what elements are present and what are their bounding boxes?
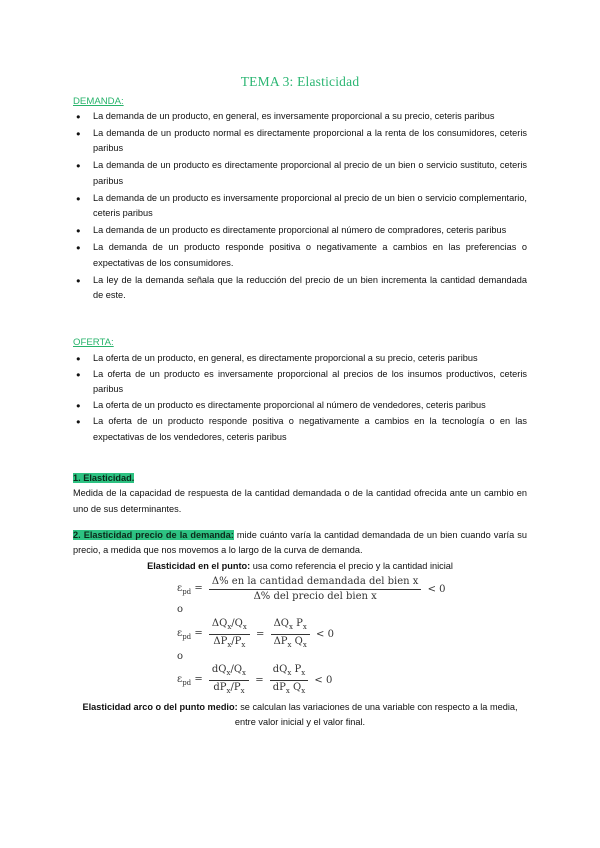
- section-2: [73, 528, 527, 559]
- punto-label: Elasticidad en el punto:: [147, 561, 251, 571]
- section-1-heading: 1. Elasticidad.: [73, 473, 135, 483]
- formula-1-denominator: Δ% del precio del bien x: [253, 591, 377, 602]
- formula-2: $\varepsilon_{pd}$ = $\frac{\Delta Q_x/Q_x}{\Delta P_x/P_x}$ = $\frac{\Delta Q_x P_x}{\Delta P_x Q_x}$ < 0: [177, 618, 334, 649]
- arco-text: se calculan las variaciones de una variable con respecto a la media, entre valor inicial y el valor final.: [234, 702, 518, 728]
- list-item: ● La oferta de un producto, en general, es directamente proporcional a su precio, ceteris paribus: [73, 351, 527, 366]
- page-title: TEMA 3: Elasticidad: [240, 74, 360, 89]
- formula-1: $\varepsilon_{pd}$ = $\frac{\text{Δ\% en la cantidad demandada del bien x}}{\text{Δ\% del precio del bien x}}$ < 0: [177, 576, 446, 602]
- oferta-label: OFERTA:: [73, 337, 114, 348]
- punto-line: [0, 561, 600, 571]
- arco-paragraph: [73, 700, 527, 731]
- demanda-list: [73, 109, 527, 305]
- section-2-text: mide cuánto varía la cantidad demandada de un bien cuando varía su precio, a medida que nos movemos a lo largo de la curva de demanda.: [73, 530, 527, 556]
- or-text: o: [177, 651, 184, 662]
- list-item: ● La oferta de un producto es inversamente proporcional al precios de los insumos productivos, ceteris paribus: [73, 367, 527, 398]
- section-1: [73, 471, 527, 517]
- oferta-list: [73, 351, 527, 446]
- list-item: ● La demanda de un producto es inversamente proporcional al precio de un bien o servicio complementario, ceteris paribus: [73, 191, 527, 222]
- list-item: ● La demanda de un producto, en general, es inversamente proporcional a su precio, ceteris paribus: [73, 109, 527, 124]
- list-item: ● La oferta de un producto es directamente proporcional al número de vendedores, ceteris paribus: [73, 398, 527, 413]
- list-item: ● La demanda de un producto normal es directamente proporcional a la renta de los consumidores, ceteris paribus: [73, 126, 527, 157]
- list-item: ● La ley de la demanda señala que la reducción del precio de un bien incrementa la cantidad demandada de este.: [73, 273, 527, 304]
- demanda-label: DEMANDA:: [73, 96, 124, 107]
- list-item: ● La oferta de un producto responde positiva o negativamente a cambios en la tecnología o en las expectativas de los vendedores, ceteris paribus: [73, 414, 527, 445]
- arco-label: Elasticidad arco o del punto medio:: [82, 702, 238, 712]
- section-1-text: Medida de la capacidad de respuesta de la cantidad demandada o de la cantidad ofrecida ante un cambio en uno de sus determinantes.: [73, 488, 527, 514]
- or-text: o: [177, 604, 184, 615]
- list-item: ● La demanda de un producto responde positiva o negativamente a cambios en las preferencias o expectativas de los consumidores.: [73, 240, 527, 271]
- punto-text: usa como referencia el precio y la cantidad inicial: [250, 561, 453, 571]
- section-2-heading: 2. Elasticidad precio de la demanda:: [73, 530, 234, 540]
- list-item: ● La demanda de un producto es directamente proporcional al precio de un bien o servicio sustituto, ceteris paribus: [73, 158, 527, 189]
- formula-1-lt: < 0: [427, 584, 446, 595]
- list-item: ● La demanda de un producto es directamente proporcional al número de compradores, ceteris paribus: [73, 223, 527, 238]
- formula-3: $\varepsilon_{pd}$ = $\frac{dQ_x/Q_x}{dP_x/P_x}$ = $\frac{dQ_x P_x}{dP_x Q_x}$ < 0: [177, 664, 333, 695]
- formula-1-numerator: Δ% en la cantidad demandada del bien x: [209, 576, 422, 590]
